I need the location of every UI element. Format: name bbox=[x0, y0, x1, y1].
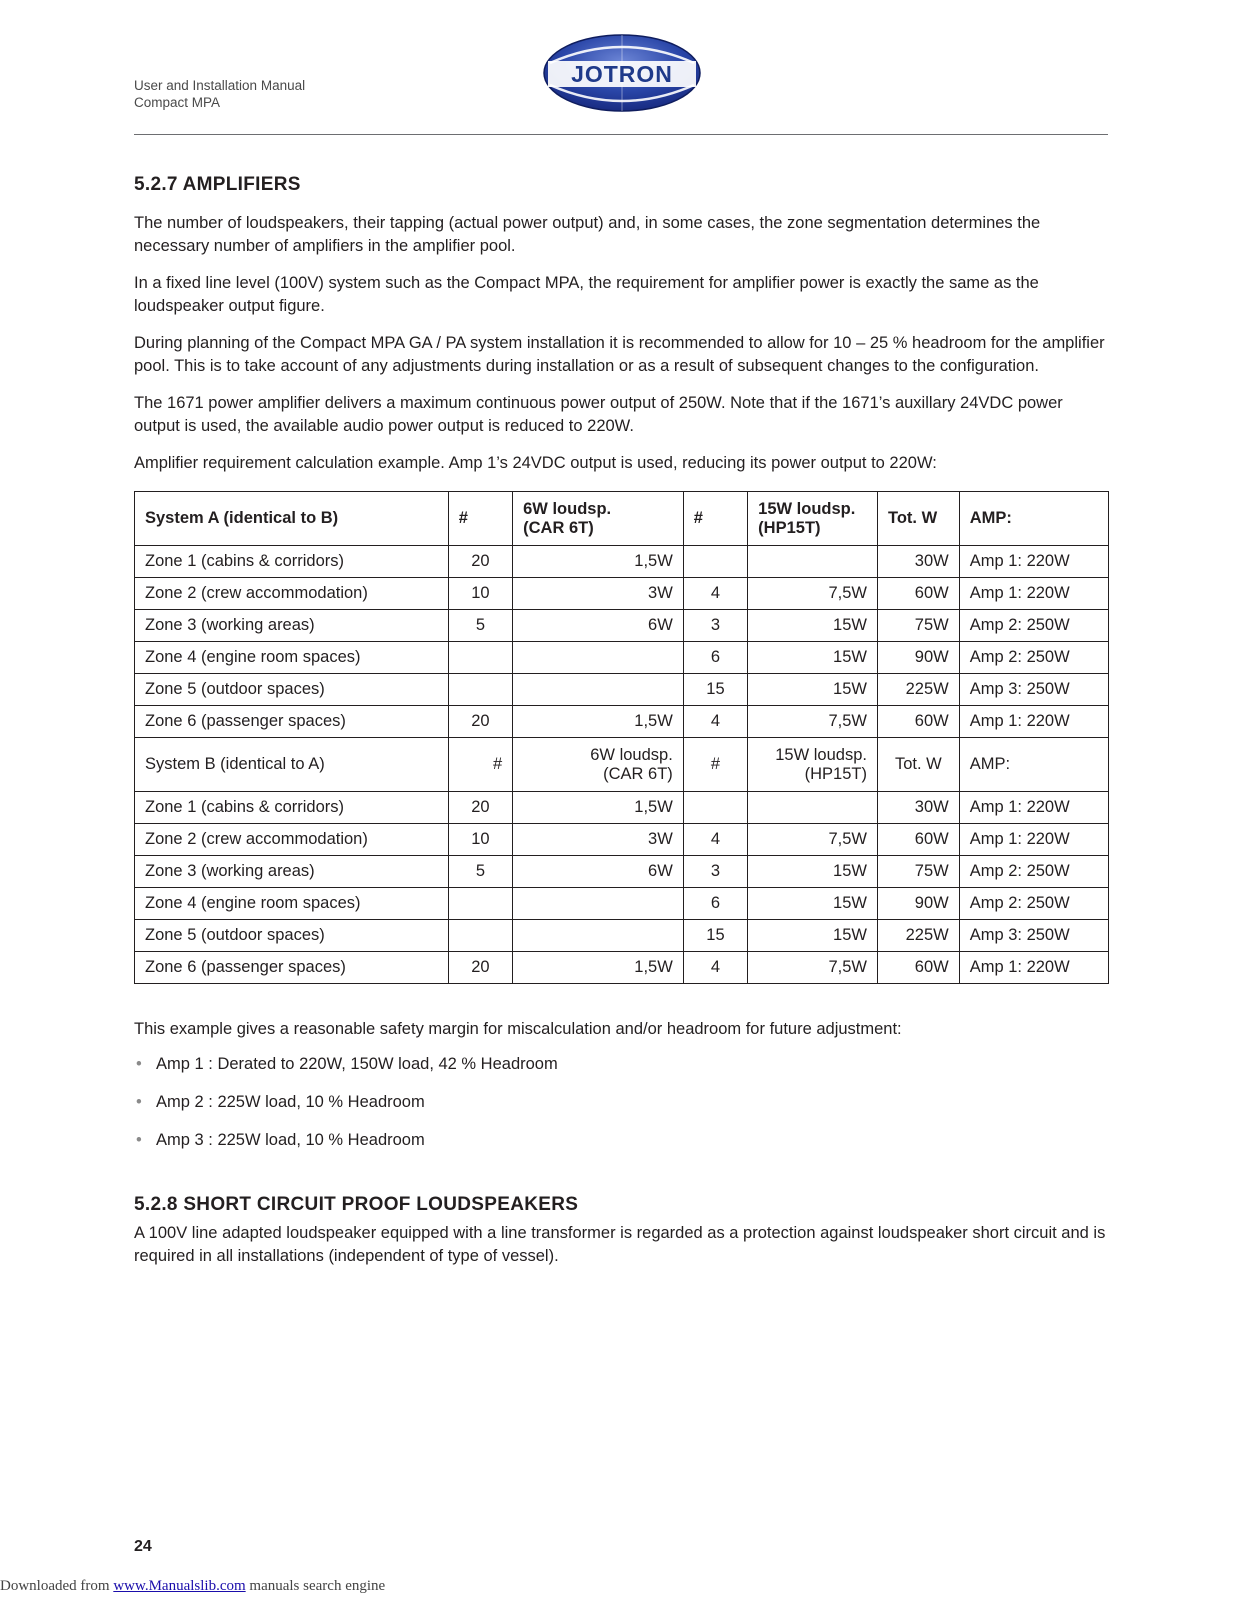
manual-title: User and Installation Manual bbox=[134, 78, 306, 93]
watt-cell: 15W bbox=[748, 856, 878, 888]
watt-cell: 1,5W bbox=[513, 546, 684, 578]
watt-cell bbox=[513, 642, 684, 674]
table-subheader-row bbox=[135, 738, 1109, 792]
watt-cell: 3W bbox=[513, 578, 684, 610]
count-cell: 5 bbox=[448, 610, 512, 642]
paragraph: The 1671 power amplifier delivers a maximum continuous power output of 250W. Note that if the 1671’s auxillary 24VDC power output is used, the available audio power output is reduced to 220W. bbox=[134, 394, 1063, 435]
jotron-logo bbox=[542, 33, 702, 113]
amp-cell: Amp 3: 250W bbox=[959, 674, 1108, 706]
list-item-text: Amp 3 : 225W load, 10 % Headroom bbox=[156, 1131, 425, 1149]
list-item bbox=[134, 1129, 1108, 1152]
amp-cell: Amp 2: 250W bbox=[959, 856, 1108, 888]
watt-cell: 15W bbox=[748, 642, 878, 674]
zone-cell: Zone 5 (outdoor spaces) bbox=[135, 674, 449, 706]
total-cell: 90W bbox=[877, 642, 959, 674]
table-row bbox=[135, 610, 1109, 642]
count-cell: 3 bbox=[683, 610, 747, 642]
watt-cell: 7,5W bbox=[748, 952, 878, 984]
table-row bbox=[135, 578, 1109, 610]
table-row bbox=[135, 706, 1109, 738]
count-cell: 15 bbox=[683, 920, 747, 952]
table-row bbox=[135, 856, 1109, 888]
zone-cell: Zone 2 (crew accommodation) bbox=[135, 824, 449, 856]
count-cell bbox=[448, 674, 512, 706]
count-cell bbox=[683, 546, 747, 578]
page-content bbox=[134, 174, 1108, 1268]
watt-cell: 15W bbox=[748, 920, 878, 952]
watt-cell: 15W bbox=[748, 674, 878, 706]
count-cell: 4 bbox=[683, 952, 747, 984]
amp-cell: Amp 1: 220W bbox=[959, 578, 1108, 610]
zone-cell: Zone 3 (working areas) bbox=[135, 856, 449, 888]
table-row bbox=[135, 952, 1109, 984]
zone-cell: Zone 1 (cabins & corridors) bbox=[135, 546, 449, 578]
subheader-cell: # bbox=[683, 738, 747, 792]
watt-cell: 1,5W bbox=[513, 706, 684, 738]
table-row bbox=[135, 674, 1109, 706]
zone-cell: Zone 4 (engine room spaces) bbox=[135, 888, 449, 920]
total-cell: 30W bbox=[877, 546, 959, 578]
watt-cell: 7,5W bbox=[748, 824, 878, 856]
total-cell: 90W bbox=[877, 888, 959, 920]
paragraph: Amplifier requirement calculation example. Amp 1’s 24VDC output is used, reducing its power output to 220W: bbox=[134, 454, 937, 472]
count-cell bbox=[448, 888, 512, 920]
list-item bbox=[134, 1053, 1108, 1076]
total-cell: 30W bbox=[877, 792, 959, 824]
total-cell: 225W bbox=[877, 920, 959, 952]
subheader-cell: AMP: bbox=[959, 738, 1108, 792]
bullet-icon: • bbox=[136, 1131, 142, 1149]
table-row bbox=[135, 546, 1109, 578]
amp-cell: Amp 2: 250W bbox=[959, 888, 1108, 920]
amp-cell: Amp 2: 250W bbox=[959, 610, 1108, 642]
count-cell: 15 bbox=[683, 674, 747, 706]
watt-cell: 15W bbox=[748, 610, 878, 642]
download-footer bbox=[0, 1578, 385, 1595]
headroom-list bbox=[134, 1053, 1108, 1152]
table-row bbox=[135, 642, 1109, 674]
watt-cell: 3W bbox=[513, 824, 684, 856]
header-cell: # bbox=[448, 492, 512, 546]
zone-cell: Zone 2 (crew accommodation) bbox=[135, 578, 449, 610]
total-cell: 60W bbox=[877, 578, 959, 610]
amp-cell: Amp 3: 250W bbox=[959, 920, 1108, 952]
zone-cell: Zone 6 (passenger spaces) bbox=[135, 952, 449, 984]
paragraph: In a fixed line level (100V) system such as the Compact MPA, the requirement for amplifier power is exactly the same as the loudspeaker output figure. bbox=[134, 274, 1039, 315]
amp-cell: Amp 1: 220W bbox=[959, 546, 1108, 578]
product-name: Compact MPA bbox=[134, 95, 221, 110]
table-header-row bbox=[135, 492, 1109, 546]
count-cell: 4 bbox=[683, 578, 747, 610]
paragraph: The number of loudspeakers, their tapping (actual power output) and, in some cases, the zone segmentation determines the necessary number of amplifiers in the amplifier pool. bbox=[134, 214, 1041, 255]
zone-cell: Zone 6 (passenger spaces) bbox=[135, 706, 449, 738]
watt-cell: 7,5W bbox=[748, 578, 878, 610]
bullet-icon: • bbox=[136, 1093, 142, 1111]
count-cell: 20 bbox=[448, 952, 512, 984]
header-cell: # bbox=[683, 492, 747, 546]
subheader-cell: Tot. W bbox=[877, 738, 959, 792]
amp-cell: Amp 1: 220W bbox=[959, 792, 1108, 824]
count-cell: 20 bbox=[448, 706, 512, 738]
footer-prefix: Downloaded from bbox=[0, 1578, 114, 1594]
count-cell bbox=[448, 642, 512, 674]
count-cell: 10 bbox=[448, 578, 512, 610]
count-cell: 4 bbox=[683, 824, 747, 856]
subheader-cell: 15W loudsp. (HP15T) bbox=[748, 738, 878, 792]
paragraph: This example gives a reasonable safety margin for miscalculation and/or headroom for future adjustment: bbox=[134, 1020, 902, 1038]
bullet-icon: • bbox=[136, 1055, 142, 1073]
paragraph: During planning of the Compact MPA GA / PA system installation it is recommended to allow for 10 – 25 % headroom for the amplifier pool. This is to take account of any adjustments during installation or as a result of subsequent changes to the configuration. bbox=[134, 334, 1105, 375]
table-row bbox=[135, 792, 1109, 824]
amp-cell: Amp 2: 250W bbox=[959, 642, 1108, 674]
table-row bbox=[135, 888, 1109, 920]
section-heading-short-circuit: 5.2.8 SHORT CIRCUIT PROOF LOUDSPEAKERS bbox=[134, 1194, 579, 1215]
zone-cell: Zone 4 (engine room spaces) bbox=[135, 642, 449, 674]
total-cell: 75W bbox=[877, 610, 959, 642]
watt-cell: 15W bbox=[748, 888, 878, 920]
watt-cell bbox=[513, 920, 684, 952]
amplifier-calculation-table bbox=[134, 491, 1109, 984]
header-divider bbox=[134, 134, 1108, 135]
list-item-text: Amp 1 : Derated to 220W, 150W load, 42 % Headroom bbox=[156, 1055, 558, 1073]
watt-cell bbox=[513, 888, 684, 920]
watt-cell: 6W bbox=[513, 610, 684, 642]
count-cell: 5 bbox=[448, 856, 512, 888]
amp-cell: Amp 1: 220W bbox=[959, 706, 1108, 738]
watt-cell bbox=[748, 792, 878, 824]
watt-cell: 1,5W bbox=[513, 792, 684, 824]
watt-cell bbox=[513, 674, 684, 706]
manualslib-link[interactable]: www.Manualslib.com bbox=[113, 1578, 246, 1594]
list-item bbox=[134, 1091, 1108, 1114]
amp-cell: Amp 1: 220W bbox=[959, 824, 1108, 856]
count-cell: 6 bbox=[683, 888, 747, 920]
document-header bbox=[134, 77, 305, 111]
total-cell: 60W bbox=[877, 706, 959, 738]
watt-cell: 7,5W bbox=[748, 706, 878, 738]
section-heading-amplifiers: 5.2.7 AMPLIFIERS bbox=[134, 174, 301, 195]
count-cell: 6 bbox=[683, 642, 747, 674]
count-cell: 20 bbox=[448, 792, 512, 824]
table-row bbox=[135, 920, 1109, 952]
watt-cell bbox=[748, 546, 878, 578]
zone-cell: Zone 3 (working areas) bbox=[135, 610, 449, 642]
count-cell bbox=[683, 792, 747, 824]
watt-cell: 6W bbox=[513, 856, 684, 888]
total-cell: 75W bbox=[877, 856, 959, 888]
page-number: 24 bbox=[134, 1538, 152, 1555]
total-cell: 60W bbox=[877, 952, 959, 984]
header-cell: System A (identical to B) bbox=[135, 492, 449, 546]
subheader-cell: # bbox=[448, 738, 512, 792]
total-cell: 60W bbox=[877, 824, 959, 856]
table-row bbox=[135, 824, 1109, 856]
header-cell: 6W loudsp. (CAR 6T) bbox=[513, 492, 684, 546]
zone-cell: Zone 1 (cabins & corridors) bbox=[135, 792, 449, 824]
count-cell: 10 bbox=[448, 824, 512, 856]
logo-text: JOTRON bbox=[571, 61, 673, 87]
amp-cell: Amp 1: 220W bbox=[959, 952, 1108, 984]
header-cell: Tot. W bbox=[877, 492, 959, 546]
watt-cell: 1,5W bbox=[513, 952, 684, 984]
list-item-text: Amp 2 : 225W load, 10 % Headroom bbox=[156, 1093, 425, 1111]
count-cell: 20 bbox=[448, 546, 512, 578]
total-cell: 225W bbox=[877, 674, 959, 706]
subheader-cell: 6W loudsp. (CAR 6T) bbox=[513, 738, 684, 792]
zone-cell: Zone 5 (outdoor spaces) bbox=[135, 920, 449, 952]
header-cell: AMP: bbox=[959, 492, 1108, 546]
count-cell: 4 bbox=[683, 706, 747, 738]
count-cell bbox=[448, 920, 512, 952]
footer-suffix: manuals search engine bbox=[245, 1578, 386, 1594]
header-cell: 15W loudsp. (HP15T) bbox=[748, 492, 878, 546]
count-cell: 3 bbox=[683, 856, 747, 888]
paragraph: A 100V line adapted loudspeaker equipped with a line transformer is regarded as a protection against loudspeaker short circuit and is required in all installations (independent of type of vessel). bbox=[134, 1224, 1106, 1265]
subheader-cell: System B (identical to A) bbox=[135, 738, 449, 792]
